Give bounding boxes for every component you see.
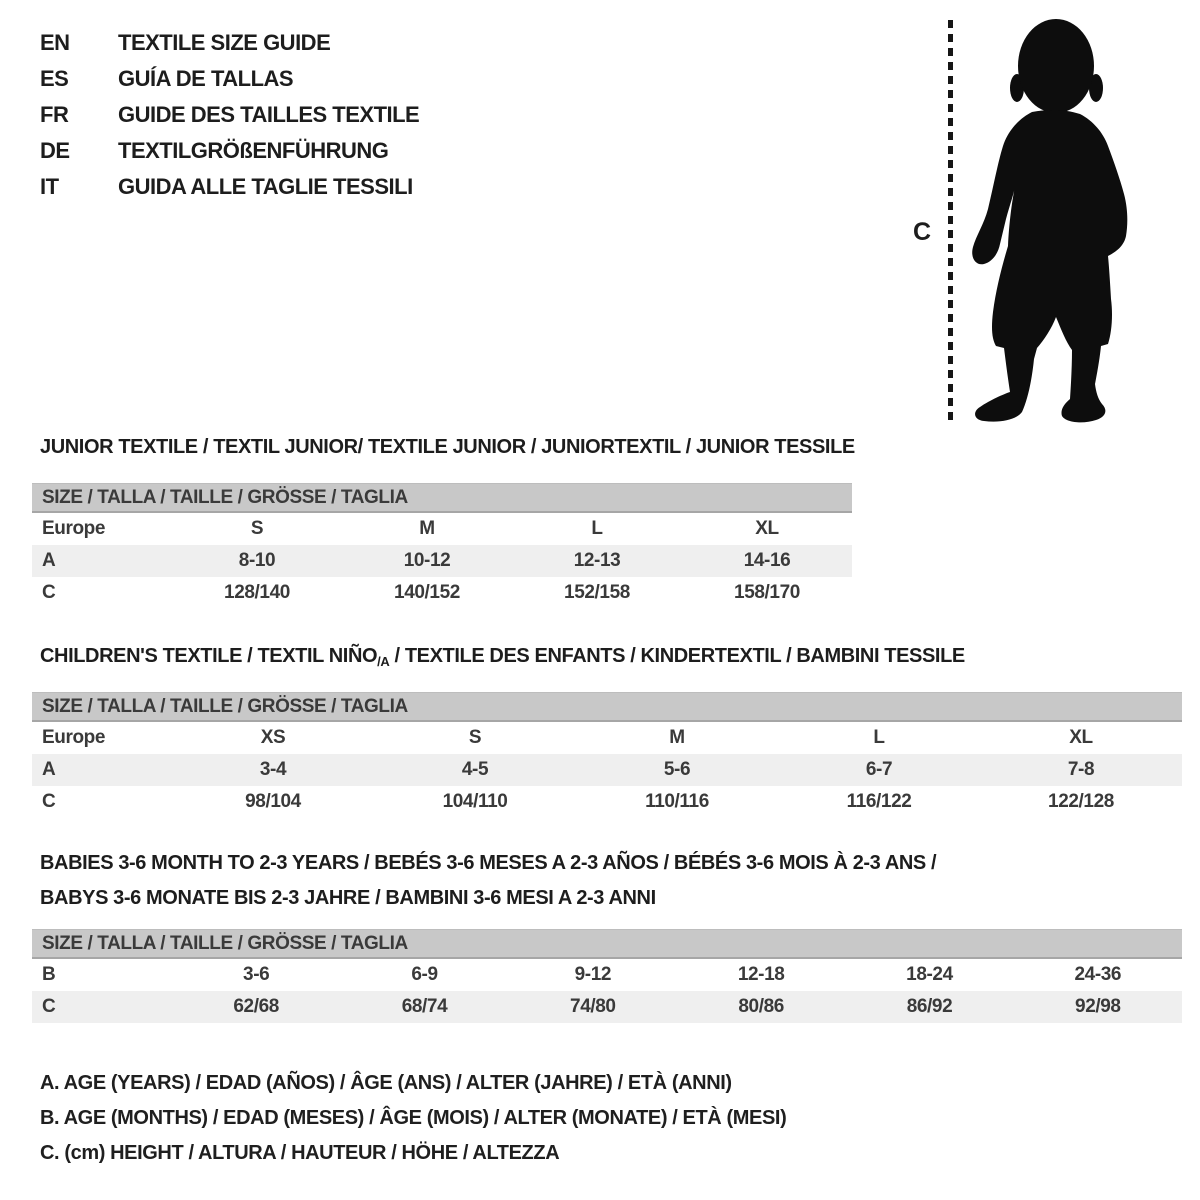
children-title-subscript: /A: [377, 654, 390, 669]
size-cell: 3-4: [259, 759, 287, 780]
row-label: C: [42, 582, 56, 603]
size-cell: 8-10: [238, 550, 276, 571]
table-row: [32, 991, 1182, 1023]
size-cell: 6-9: [411, 964, 438, 985]
size-cell: 122/128: [1048, 791, 1114, 812]
size-cell: 24-36: [1074, 964, 1122, 985]
language-title: GUIDE DES TAILLES TEXTILE: [118, 102, 420, 127]
size-cell: M: [419, 518, 435, 539]
language-code: DE: [40, 138, 70, 163]
children-section-title: [40, 645, 965, 669]
size-cell: 152/158: [564, 582, 630, 603]
size-cell: 18-24: [906, 964, 953, 985]
table-header: SIZE / TALLA / TAILLE / GRÖSSE / TAGLIA: [32, 483, 852, 513]
row-label: Europe: [42, 727, 106, 748]
size-cell: 14-16: [743, 550, 791, 571]
size-cell: 86/92: [906, 996, 953, 1017]
row-label: C: [42, 996, 56, 1017]
size-cell: 4-5: [461, 759, 489, 780]
size-cell: 7-8: [1067, 759, 1095, 780]
size-cell: 12-13: [573, 550, 621, 571]
language-code: IT: [40, 174, 59, 199]
size-cell: 3-6: [243, 964, 270, 985]
table-row: [32, 545, 852, 577]
size-cell: XL: [755, 518, 779, 539]
row-label: B: [42, 964, 56, 985]
language-code: EN: [40, 30, 70, 55]
size-cell: 140/152: [394, 582, 460, 603]
size-cell: 12-18: [737, 964, 785, 985]
row-label: C: [42, 791, 56, 812]
language-title: TEXTILE SIZE GUIDE: [118, 30, 331, 55]
row-label: A: [42, 550, 56, 571]
size-cell: L: [873, 727, 885, 748]
junior-size-table: [32, 483, 852, 609]
language-code: ES: [40, 66, 69, 91]
height-measure-label: C: [913, 218, 932, 246]
size-cell: 62/68: [233, 996, 279, 1017]
language-title-list: [40, 25, 419, 205]
size-cell: 80/86: [738, 996, 784, 1017]
children-size-table: [32, 692, 1182, 818]
babies-size-table: [32, 929, 1182, 1023]
language-row-fr: [40, 97, 419, 133]
children-title-text: CHILDREN'S TEXTILE / TEXTIL NIÑO: [40, 645, 378, 667]
babies-section-title-line1: BABIES 3-6 MONTH TO 2-3 YEARS / BEBÉS 3-6 MESES A 2-3 AÑOS / BÉBÉS 3-6 MOIS À 2-3 ANS /: [40, 852, 937, 874]
language-row-de: [40, 133, 419, 169]
size-cell: 6-7: [865, 759, 893, 780]
legend-line-b: B. AGE (MONTHS) / EDAD (MESES) / ÂGE (MOIS) / ALTER (MONATE) / ETÀ (MESI): [40, 1107, 787, 1129]
table-row: [32, 722, 1182, 754]
size-cell: 116/122: [846, 791, 912, 812]
language-row-en: [40, 25, 419, 61]
language-title: GUÍA DE TALLAS: [118, 66, 294, 91]
height-dashed-line-icon: [948, 20, 953, 420]
size-cell: L: [591, 518, 603, 539]
table-row: [32, 754, 1182, 786]
size-cell: 68/74: [401, 996, 448, 1017]
size-cell: 92/98: [1075, 996, 1121, 1017]
baby-figure: [905, 10, 1165, 430]
children-title-text: / TEXTILE DES ENFANTS / KINDERTEXTIL / BAMBINI TESSILE: [389, 645, 965, 667]
size-cell: S: [250, 518, 264, 539]
table-header: SIZE / TALLA / TAILLE / GRÖSSE / TAGLIA: [32, 692, 1182, 722]
table-row: [32, 513, 852, 545]
size-cell: 9-12: [574, 964, 612, 985]
size-cell: M: [669, 727, 685, 748]
size-cell: 110/116: [645, 791, 709, 812]
size-cell: 74/80: [570, 996, 616, 1017]
junior-section-title: JUNIOR TEXTILE / TEXTIL JUNIOR/ TEXTILE JUNIOR / JUNIORTEXTIL / JUNIOR TESSILE: [40, 436, 855, 458]
size-cell: 158/170: [734, 582, 800, 603]
table-row: [32, 577, 852, 609]
babies-section-title-line2: BABYS 3-6 MONATE BIS 2-3 JAHRE / BAMBINI 3-6 MESI A 2-3 ANNI: [40, 887, 656, 909]
size-cell: 10-12: [403, 550, 451, 571]
language-title: GUIDA ALLE TAGLIE TESSILI: [118, 174, 413, 199]
language-title: TEXTILGRÖßENFÜHRUNG: [118, 138, 389, 163]
size-cell: XL: [1069, 727, 1093, 748]
row-label: Europe: [42, 518, 106, 539]
language-row-it: [40, 169, 419, 205]
table-header: SIZE / TALLA / TAILLE / GRÖSSE / TAGLIA: [32, 929, 1182, 959]
table-row: [32, 786, 1182, 818]
language-row-es: [40, 61, 419, 97]
language-code: FR: [40, 102, 69, 127]
size-cell: 104/110: [442, 791, 508, 812]
size-cell: 5-6: [663, 759, 691, 780]
legend-line-a: A. AGE (YEARS) / EDAD (AÑOS) / ÂGE (ANS) / ALTER (JAHRE) / ETÀ (ANNI): [40, 1072, 732, 1094]
size-cell: 128/140: [224, 582, 290, 603]
size-cell: XS: [260, 727, 286, 748]
legend-line-c: C. (cm) HEIGHT / ALTURA / HAUTEUR / HÖHE / ALTEZZA: [40, 1142, 560, 1164]
size-cell: 98/104: [245, 791, 301, 812]
toddler-silhouette-icon: [960, 14, 1150, 424]
table-row: [32, 959, 1182, 991]
measurement-legend: [40, 1066, 786, 1171]
size-cell: S: [468, 727, 482, 748]
row-label: A: [42, 759, 56, 780]
